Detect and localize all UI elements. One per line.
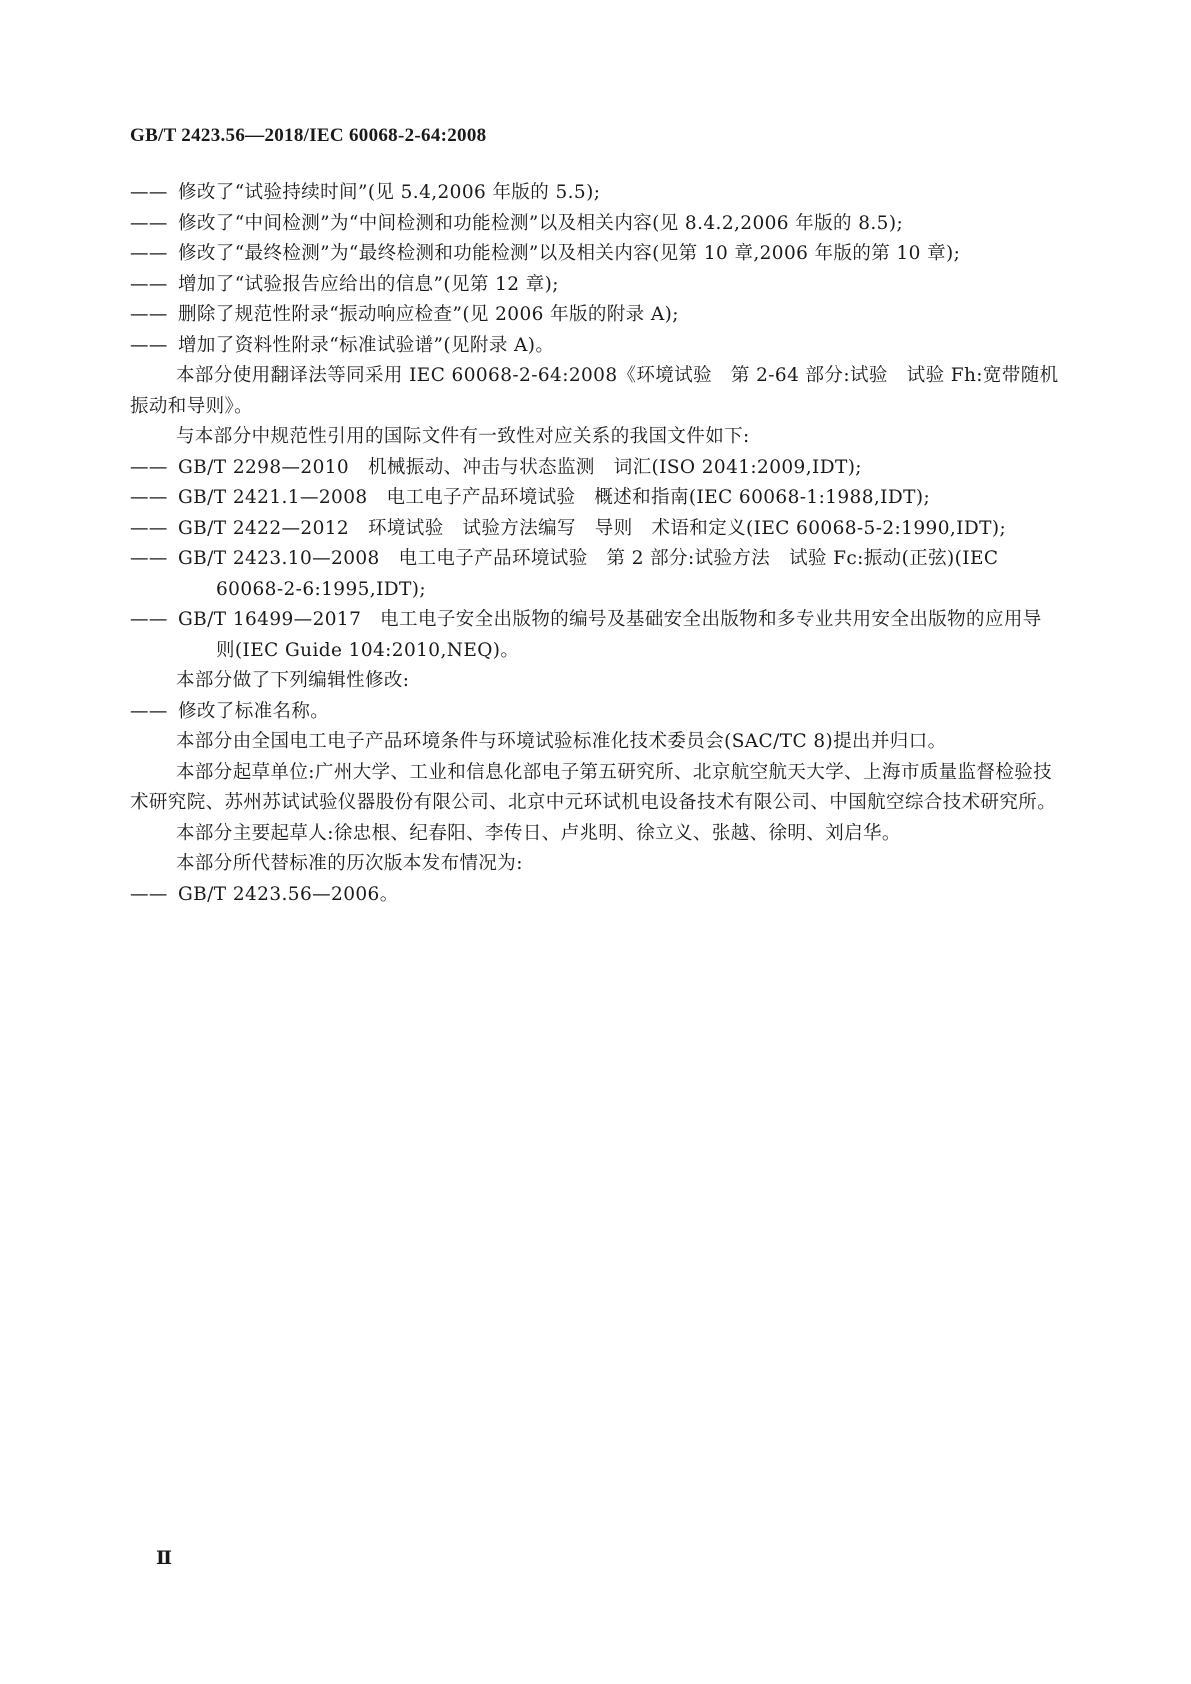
- document-body: [130, 178, 1060, 910]
- proposed-by-paragraph: 本部分由全国电工电子产品环境条件与环境试验标准化技术委员会(SAC/TC 8)提出并归口。: [176, 731, 947, 752]
- dash: ——: [130, 273, 168, 295]
- dash: ——: [130, 487, 168, 508]
- dash: ——: [130, 548, 168, 569]
- dash: ——: [130, 883, 168, 905]
- dash: ——: [130, 334, 168, 356]
- editorial-intro: 本部分做了下列编辑性修改:: [176, 670, 410, 691]
- dash: ——: [130, 182, 168, 203]
- drafting-units-paragraph: 本部分起草单位:广州大学、工业和信息化部电子第五研究所、北京航空航天大学、上海市质量监督检验技术研究院、苏州苏试试验仪器股份有限公司、北京中元环试机电设备技术有限公司、中国航空综合技术研究所。: [130, 761, 1057, 813]
- list-item: —— 修改了标准名称。: [130, 697, 1060, 728]
- standard-code-header: GB/T 2423.56—2018/IEC 60068-2-64:2008: [130, 125, 487, 146]
- list-item: —— 增加了资料性附录“标准试验谱”(见附录 A)。: [130, 331, 1060, 362]
- page-number: Ⅱ: [156, 1548, 173, 1569]
- dash: ——: [130, 609, 168, 630]
- dash: ——: [130, 304, 168, 325]
- list-item: —— 修改了“中间检测”为“中间检测和功能检测”以及相关内容(见 8.4.2,2006 年版的 8.5);: [130, 209, 1060, 240]
- list-item: —— 删除了规范性附录“振动响应检查”(见 2006 年版的附录 A);: [130, 300, 1060, 331]
- list-item: —— 修改了“最终检测”为“最终检测和功能检测”以及相关内容(见第 10 章,2006 年版的第 10 章);: [130, 239, 1060, 270]
- list-item: —— GB/T 2298—2010 机械振动、冲击与状态监测 词汇(ISO 2041:2009,IDT);: [130, 453, 1060, 484]
- dash: ——: [130, 517, 168, 539]
- translation-paragraph: 本部分使用翻译法等同采用 IEC 60068-2-64:2008《环境试验 第 2-64 部分:试验 试验 Fh:宽带随机振动和导则》。: [130, 365, 1059, 417]
- list-item: —— GB/T 2422—2012 环境试验 试验方法编写 导则 术语和定义(IEC 60068-5-2:1990,IDT);: [130, 514, 1060, 545]
- dash: ——: [130, 700, 168, 722]
- list-item: —— GB/T 2421.1—2008 电工电子产品环境试验 概述和指南(IEC 60068-1:1988,IDT);: [130, 483, 1060, 514]
- dash: ——: [130, 456, 168, 478]
- list-item: —— 增加了“试验报告应给出的信息”(见第 12 章);: [130, 270, 1060, 301]
- drafters-paragraph: 本部分主要起草人:徐忠根、纪春阳、李传日、卢兆明、徐立义、张越、徐明、刘启华。: [176, 822, 901, 844]
- list-item: —— GB/T 2423.56—2006。: [130, 880, 1060, 911]
- dash: ——: [130, 243, 168, 264]
- refs-intro: 与本部分中规范性引用的国际文件有一致性对应关系的我国文件如下:: [176, 426, 750, 447]
- dash: ——: [130, 212, 168, 234]
- history-intro: 本部分所代替标准的历次版本发布情况为:: [176, 853, 523, 874]
- list-item: —— GB/T 2423.10—2008 电工电子产品环境试验 第 2 部分:试验方法 试验 Fc:振动(正弦)(IEC 60068-2-6:1995,IDT);: [130, 544, 1060, 605]
- list-item: —— GB/T 16499—2017 电工电子安全出版物的编号及基础安全出版物和多专业共用安全出版物的应用导则(IEC Guide 104:2010,NEQ)。: [130, 605, 1060, 666]
- list-item: —— 修改了“试验持续时间”(见 5.4,2006 年版的 5.5);: [130, 178, 1060, 209]
